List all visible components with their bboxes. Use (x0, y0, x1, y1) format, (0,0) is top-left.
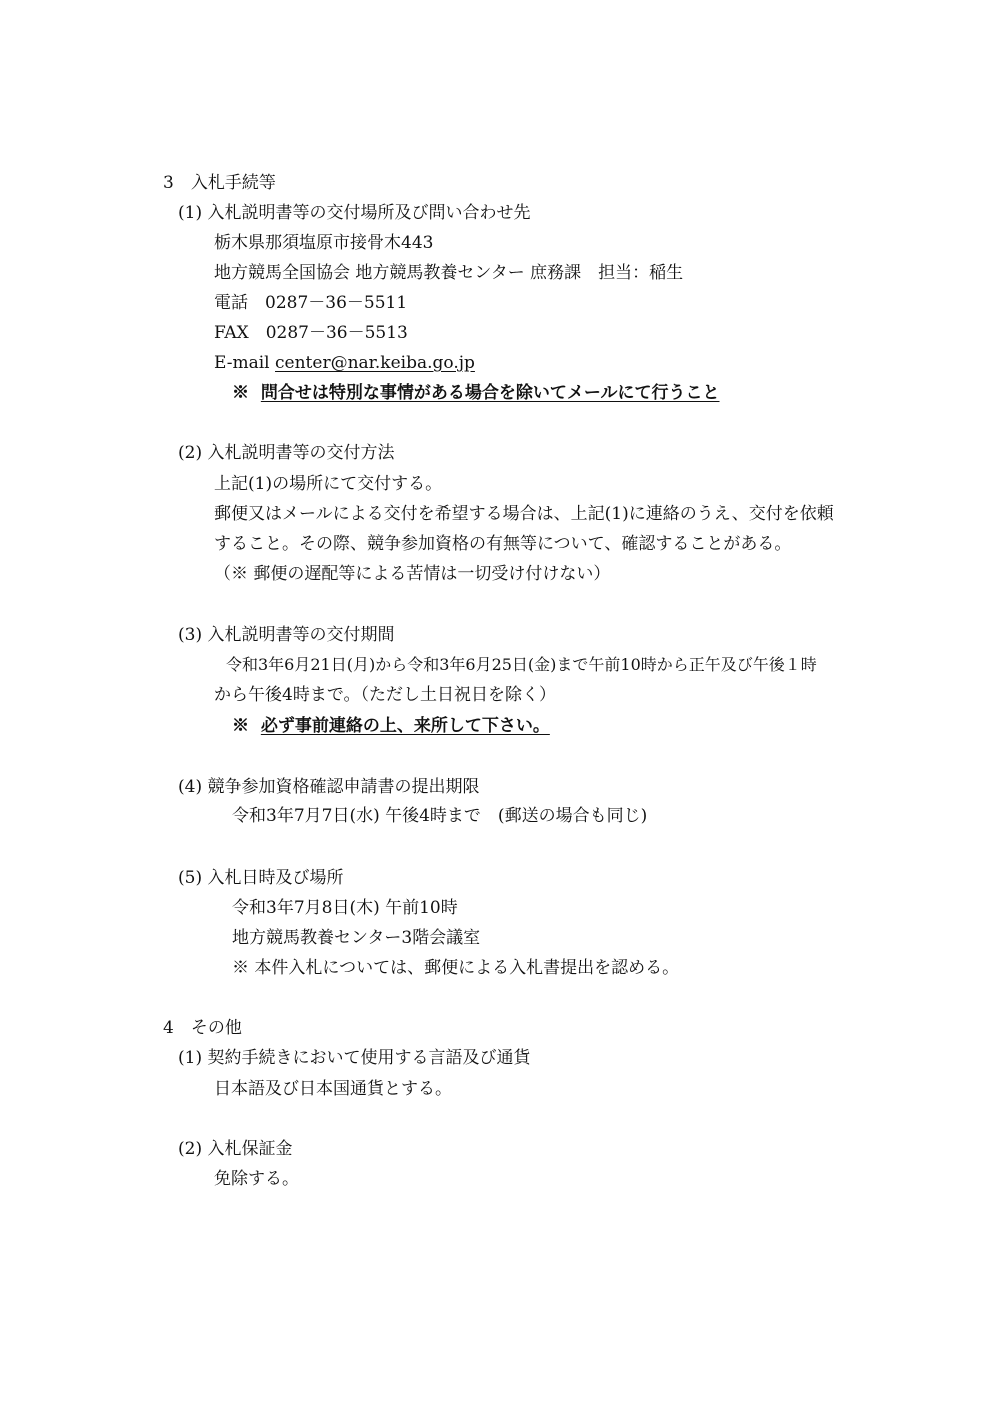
subsection-4-1-title: (1) 契約手続きにおいて使用する言語及び通貨 (178, 1048, 531, 1068)
delivery-line-4: （※ 郵便の遅配等による苦情は一切受け付けない） (214, 564, 611, 584)
email-label: E-mail (214, 353, 276, 373)
bid-bond: 免除する。 (214, 1169, 299, 1189)
bid-datetime: 令和3年7月8日(木) 午前10時 (232, 898, 458, 918)
inquiry-note (232, 385, 720, 402)
subsection-3-5-title: (5) 入札日時及び場所 (178, 868, 344, 888)
subsection-3-3-title: (3) 入札説明書等の交付期間 (178, 625, 395, 645)
delivery-line-1: 上記(1)の場所にて交付する。 (214, 474, 443, 494)
note-mark: ※ (232, 716, 249, 736)
contact-email-line (214, 355, 475, 372)
note-mark: ※ (232, 383, 249, 403)
section-4-heading: 4 その他 (163, 1018, 242, 1038)
delivery-line-2: 郵便又はメールによる交付を希望する場合は、上記(1)に連絡のうえ、交付を依頼 (214, 504, 834, 524)
visit-note-text: 必ず事前連絡の上、来所して下さい。 (260, 716, 550, 736)
language-currency: 日本語及び日本国通貨とする。 (214, 1079, 452, 1099)
bid-note: ※ 本件入札については、郵便による入札書提出を認める。 (232, 958, 680, 978)
contact-fax: FAX 0287－36－5513 (214, 323, 408, 343)
section-3-heading: 3 入札手続等 (163, 173, 276, 193)
contact-phone: 電話 0287－36－5511 (214, 293, 408, 313)
contact-organization: 地方競馬全国協会 地方競馬教養センター 庶務課 担当：稲生 (214, 263, 684, 283)
email-link[interactable]: center@nar.keiba.go.jp (275, 353, 475, 373)
subsection-3-1-title: (1) 入札説明書等の交付場所及び問い合わせ先 (178, 203, 531, 223)
deadline-line-1: 令和3年7月7日(水) 午後4時まで (郵送の場合も同じ) (232, 806, 648, 826)
delivery-line-3: すること。その際、競争参加資格の有無等について、確認することがある。 (214, 534, 792, 554)
subsection-3-2-title: (2) 入札説明書等の交付方法 (178, 443, 395, 463)
subsection-4-2-title: (2) 入札保証金 (178, 1139, 293, 1159)
subsection-3-4-title: (4) 競争参加資格確認申請書の提出期限 (178, 777, 480, 797)
bid-place: 地方競馬教養センター3階会議室 (232, 928, 481, 948)
period-line-2: から午後4時まで。（ただし土日祝日を除く） (214, 685, 556, 705)
contact-address: 栃木県那須塩原市接骨木443 (214, 233, 434, 253)
inquiry-note-text: 問合せは特別な事情がある場合を除いてメールにて行うこと (260, 383, 720, 403)
visit-note (232, 718, 550, 735)
period-line-1: 令和3年6月21日(月)から令和3年6月25日(金)まで午前10時から正午及び午後１時 (226, 655, 817, 674)
